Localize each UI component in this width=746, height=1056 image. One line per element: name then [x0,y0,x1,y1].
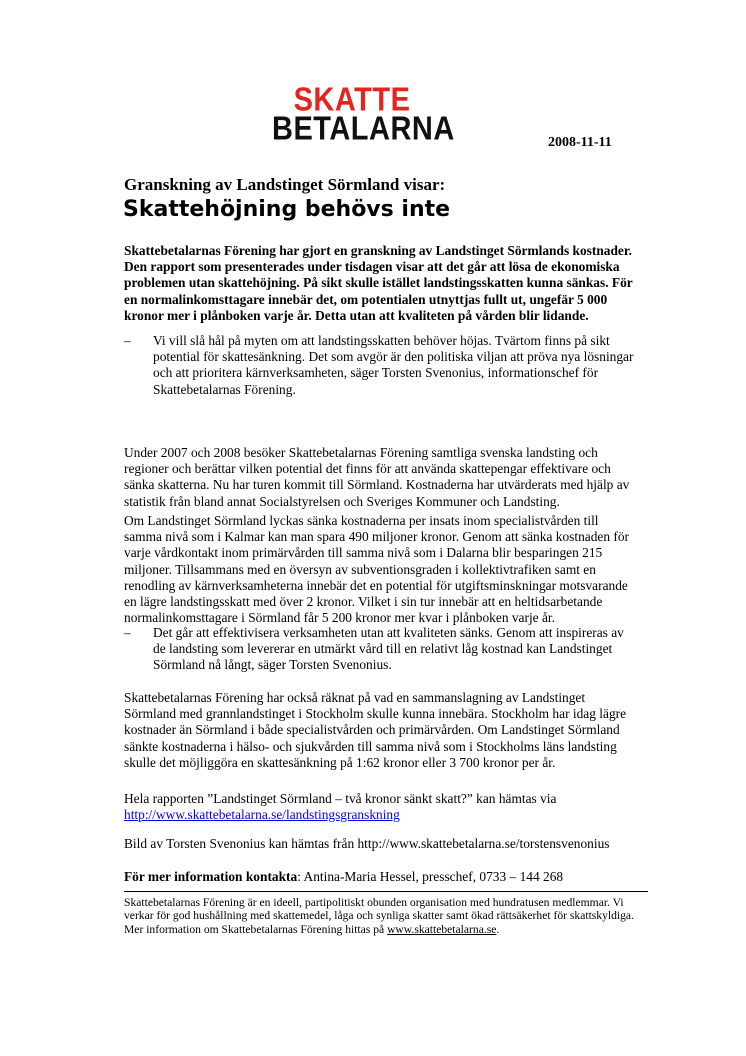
logo-line-betalarna: BETALARNA [272,110,455,148]
quote-svenonius-2 [124,625,639,674]
body-paragraph-savings: Om Landstinget Sörmland lyckas sänka kostnaderna per insats inom specialistvården till samma nivå som i Kalmar kan man spara 490 miljoner kronor. Genom att sänka kostnaden för varje vårdkontakt inom primärvården till samma nivå som i Dalarna blir besparingen 215 miljoner. Tillsammans med en översyn av subventionsgraden i kollektivtrafiken samt en renodling av kärnverksamheterna innebär det en potential för utgiftsminskningar motsvarande en lägre landstingsskatt med över 2 kronor. Vilket i sin tur innebär att en heltidsarbetande normalinkomsttagare i Sörmland får 5 200 kronor mer kvar i plånboken varje år. [124,513,629,626]
body-paragraph-visits: Under 2007 och 2008 besöker Skattebetalarnas Förening samtliga svenska landsting och regioner och berättar vilken potential det finns för att använda skattepengar effektivare och sänka skatterna. Nu har turen kommit till Sörmland. Kostnaderna har utvärderats med hjälp av statistik från bland annat Socialstyrelsen och Sveriges Kommuner och Landsting. [124,445,630,509]
footer-end: . [496,922,500,936]
press-release-date: 2008-11-11 [548,135,612,150]
footer-note [124,896,654,936]
quote-dash: – [124,333,131,348]
footer-text: Skattebetalarnas Förening är en ideell, partipolitiskt obunden organisation med hundratusen medlemmar. Vi verkar för god hushållning med skattemedel, låga och synliga skatter samt ökad rättsäkerhet för skattskyldiga. Mer information om Skattebetalarnas Förening hittas på [124,896,634,936]
report-text: Hela rapporten ”Landstinget Sörmland – två kronor sänkt skatt?” kan hämtas via [124,791,557,806]
quote-svenonius-1 [124,333,639,398]
footer-link[interactable]: www.skattebetalarna.se [387,922,497,936]
kicker-heading: Granskning av Landstinget Sörmland visar: [124,175,446,194]
logo-line-skatte: SKATTE [293,81,411,119]
report-link[interactable]: http://www.skattebetalarna.se/landstingsgranskning [124,807,400,823]
quote-dash: – [124,625,131,640]
footer-divider [124,891,648,892]
contact-paragraph [124,869,639,885]
quote-text: Det går att effektivisera verksamheten utan att kvaliteten sänks. Genom att inspireras av de landsting som levererar en utmärkt vård till en relativt låg kostnad kan Landstinget Sörmland nå långt, säger Torsten Svenonius. [153,625,624,673]
lead-paragraph: Skattebetalarnas Förening har gjort en granskning av Landstinget Sörmlands kostnader. Den rapport som presenterades under tisdagen visar att det går att lösa de ekonomiska problemen utan skattehöjning. På sikt skulle istället landstingsskatten kunna sänkas. För en normalinkomsttagare innebär det, om potentialen utnyttjas fullt ut, ungefär 5 000 kronor mer i plånboken varje år. Detta utan att kvaliteten på vården blir lidande. [124,243,633,323]
contact-details: : Antina-Maria Hessel, presschef, 0733 – 144 268 [297,869,564,884]
quote-text: Vi vill slå hål på myten om att landstingsskatten behöver höjas. Tvärtom finns på sikt potential för skattesänkning. Det som avgör är den politiska viljan att pröva nya lösningar och att prioritera kärnverksamheten, säger Torsten Svenonius, informationschef för Skattebetalarnas Förening. [153,333,634,397]
headline: Skattehöjning behövs inte [123,197,451,222]
skattebetalarna-logo [272,81,455,148]
body-paragraph-merger: Skattebetalarnas Förening har också räknat på vad en sammanslagning av Landstinget Sörmland med grannlandstinget i Stockholm skulle kunna innebära. Stockholm har idag lägre kostnader än Sörmland i både specialistvården och primärvården. Om Landstinget Sörmland sänkte kostnaderna i hälso- och sjukvården till samma nivå som i Stockholms läns landsting skulle det möjliggöra en skattesänkning på 1:62 kronor eller 3 700 kronor per år. [124,690,627,770]
contact-label: För mer information kontakta [124,869,298,884]
report-paragraph [124,791,639,823]
photo-paragraph: Bild av Torsten Svenonius kan hämtas från http://www.skattebetalarna.se/torstensvenonius [124,836,610,851]
